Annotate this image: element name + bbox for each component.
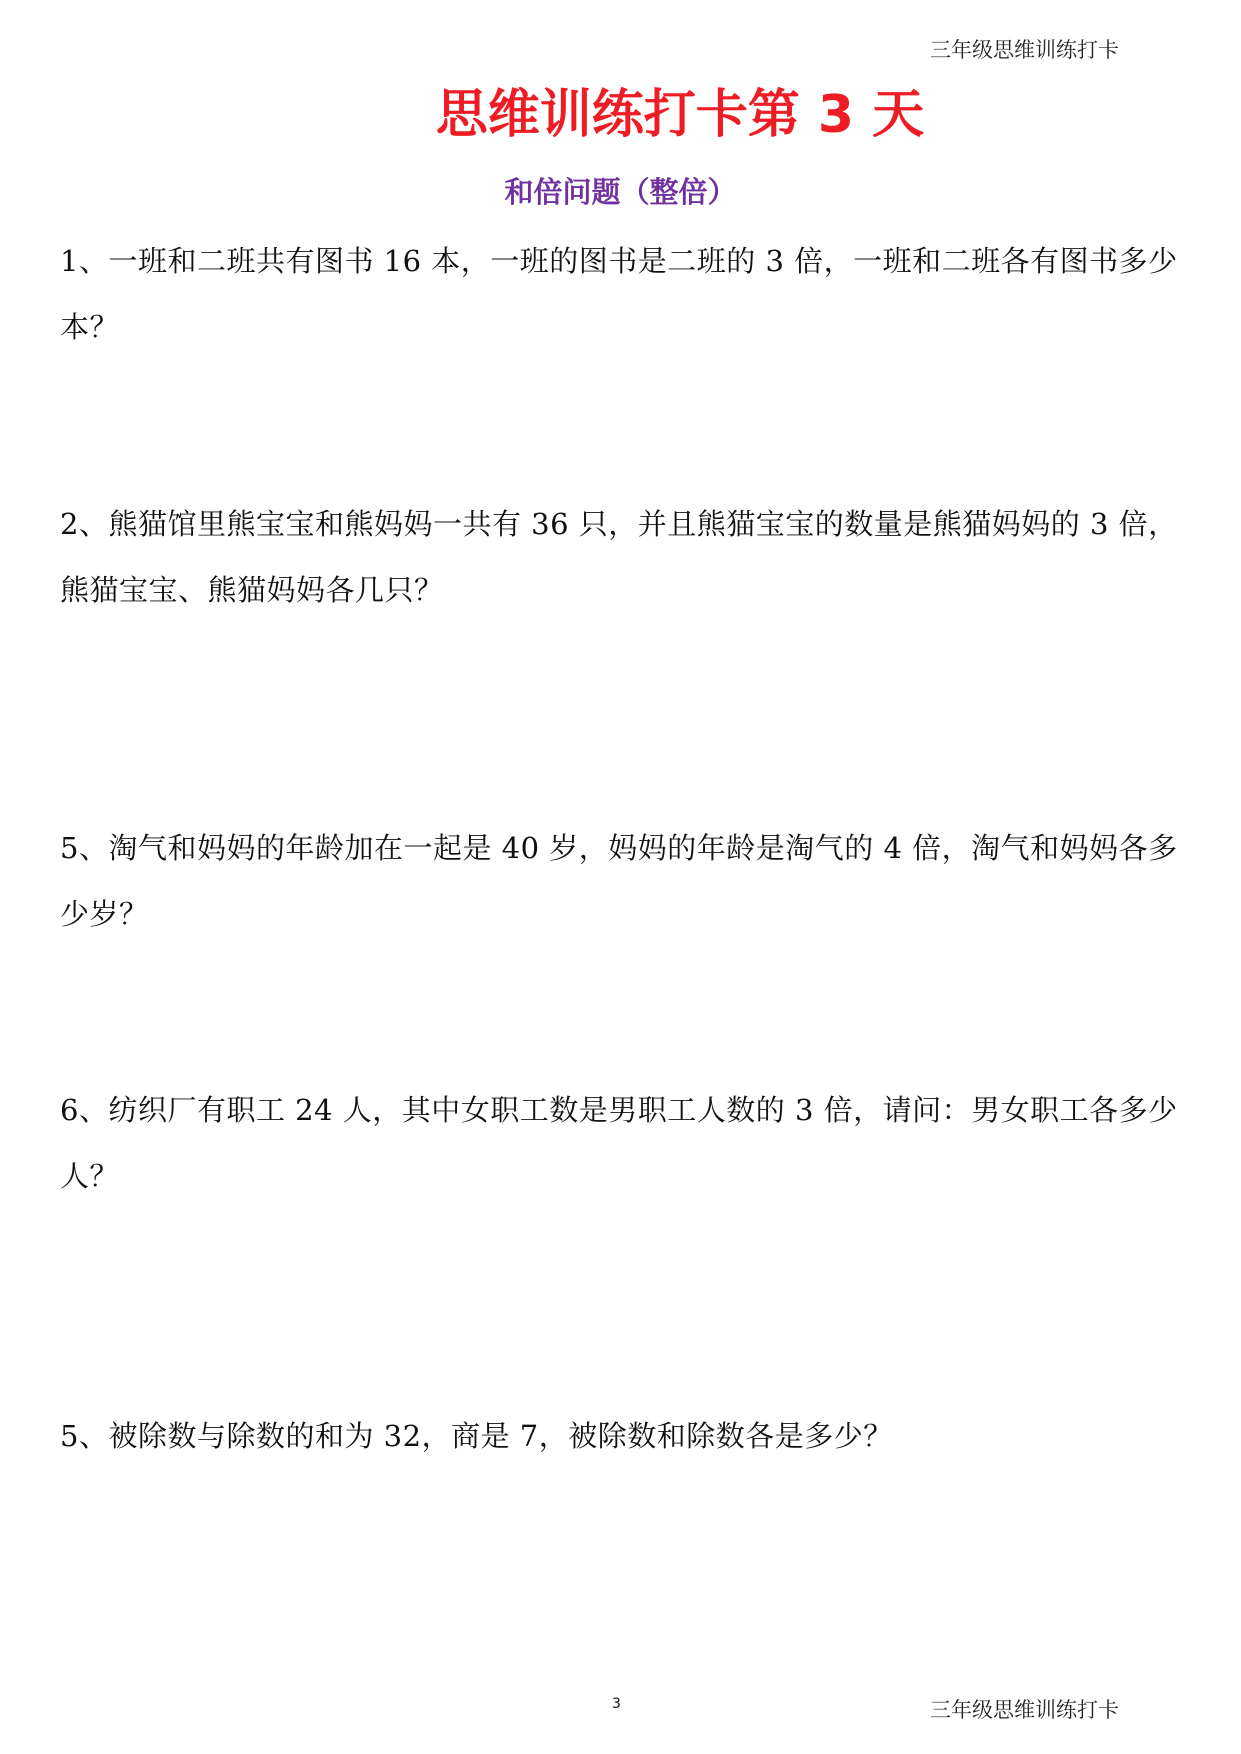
question-2: 2、熊猫馆里熊宝宝和熊妈妈一共有 36 只，并且熊猫宝宝的数量是熊猫妈妈的 3 倍，熊猫宝宝、熊猫妈妈各几只？ <box>60 507 1178 607</box>
header-text: 三年级思维训练打卡 <box>930 38 1119 62</box>
question-5: 5、被除数与除数的和为 32，商是 7，被除数和除数各是多少？ <box>60 1419 893 1453</box>
question-4: 6、纺织厂有职工 24 人，其中女职工数是男职工人数的 3 倍，请问：男女职工各多少人？ <box>60 1093 1178 1193</box>
page-number: 3 <box>612 1696 621 1712</box>
question-1: 1、一班和二班共有图书 16 本，一班的图书是二班的 3 倍，一班和二班各有图书多少本？ <box>60 244 1178 344</box>
page-subtitle: 和倍问题（整倍） <box>504 175 737 209</box>
question-3: 5、淘气和妈妈的年龄加在一起是 40 岁，妈妈的年龄是淘气的 4 倍，淘气和妈妈各多少岁？ <box>60 831 1178 931</box>
page-title: 思维训练打卡第 3 天 <box>435 85 925 145</box>
footer-text: 三年级思维训练打卡 <box>930 1698 1119 1722</box>
